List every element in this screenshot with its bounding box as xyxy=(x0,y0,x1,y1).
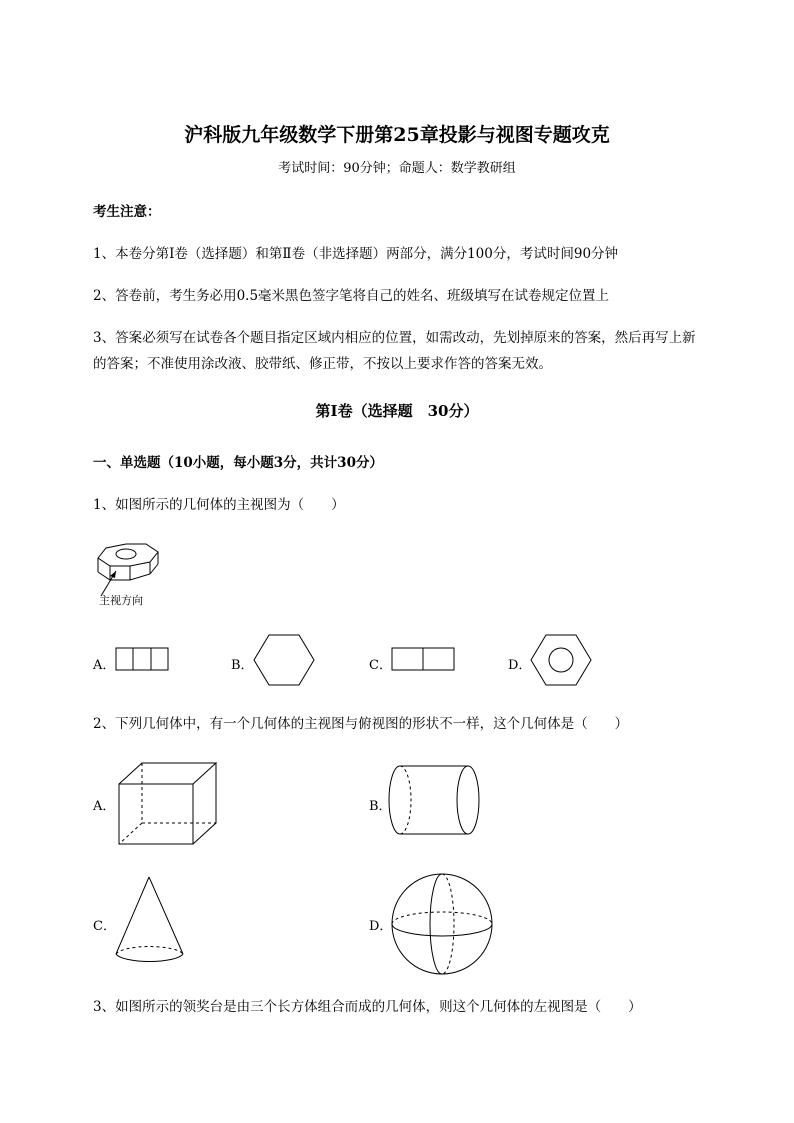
q1-option-d-figure xyxy=(530,634,594,688)
view-direction-label: 主视方向 xyxy=(99,594,143,607)
question-3-text: 3、如图所示的领奖台是由三个长方体组合而成的几何体，则这个几何体的左视图是（ ） xyxy=(93,999,642,1015)
q2-option-a-cube xyxy=(118,762,218,846)
part-heading: 一、单选题（10小题，每小题3分，共计30分） xyxy=(93,455,383,471)
exam-title: 沪科版九年级数学下册第25章投影与视图专题攻克 xyxy=(184,124,610,146)
question-2-text: 2、下列几何体中，有一个几何体的主视图与俯视图的形状不一样，这个几何体是（ ） xyxy=(93,716,629,732)
q2-option-c-label[interactable]: C． xyxy=(93,919,116,934)
hex-nut-figure xyxy=(96,538,166,583)
notice-heading: 考生注意： xyxy=(93,204,161,220)
q2-option-a-label[interactable]: A． xyxy=(93,799,116,814)
section-title: 第I卷（选择题 30分） xyxy=(315,402,479,420)
notice-item-1: 1、本卷分第I卷（选择题）和第Ⅱ卷（非选择题）两部分，满分100分，考试时间90分钟 xyxy=(93,246,619,262)
q1-option-d-label[interactable]: D． xyxy=(508,658,532,673)
q2-option-c-cone xyxy=(115,876,187,966)
q2-option-b-cylinder xyxy=(390,765,482,837)
q1-option-b-figure xyxy=(253,634,317,688)
q1-option-b-label[interactable]: B． xyxy=(231,658,254,673)
q1-option-a-label[interactable]: A． xyxy=(93,658,116,673)
q1-option-c-figure xyxy=(391,647,457,673)
notice-item-3-cont: 的答案；不准使用涂改液、胶带纸、修正带，不按以上要求作答的答案无效。 xyxy=(93,356,552,372)
exam-subtitle: 考试时间：90分钟；命题人：数学教研组 xyxy=(278,161,516,176)
q1-option-c-label[interactable]: C． xyxy=(369,658,392,673)
question-1-text: 1、如图所示的几何体的主视图为（ ） xyxy=(93,497,345,513)
q2-option-d-label[interactable]: D． xyxy=(369,919,393,934)
q1-option-a-figure xyxy=(115,647,171,673)
notice-item-2: 2、答卷前，考生务必用0.5毫米黑色签字笔将自己的姓名、班级填写在试卷规定位置上 xyxy=(93,288,610,304)
q2-option-b-label[interactable]: B． xyxy=(369,799,392,814)
notice-item-3: 3、答案必须写在试卷各个题目指定区域内相应的位置，如需改动，先划掉原来的答案，然后再写上新 xyxy=(93,330,696,346)
q2-option-d-sphere xyxy=(390,872,494,976)
